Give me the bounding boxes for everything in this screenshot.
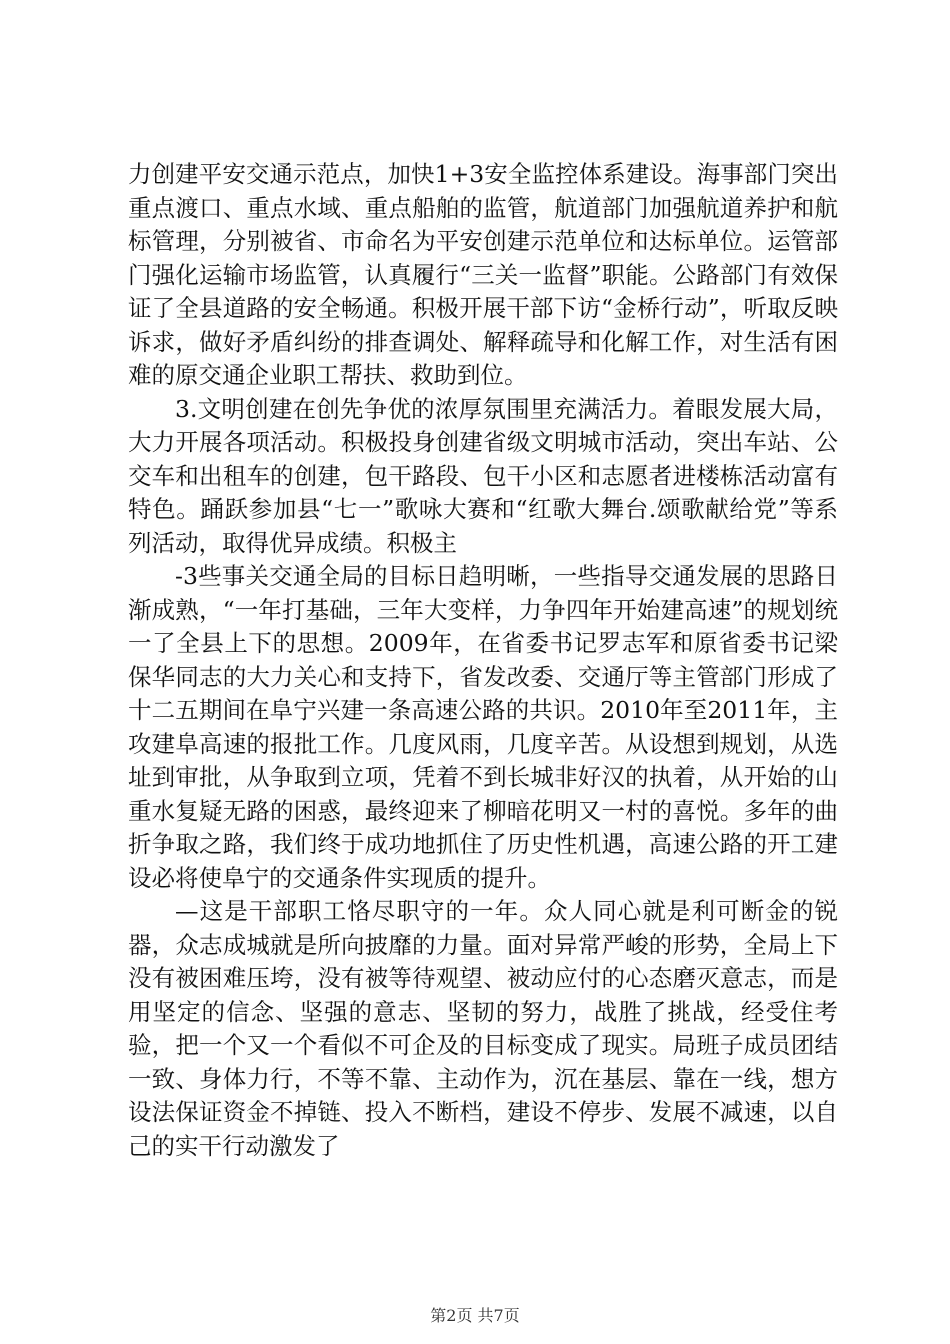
paragraph-continuation: 力创建平安交通示范点，加快1+3安全监控体系建设。海事部门突出重点渡口、重点水域、重点船舶的监管，航道部门加强航道养护和航标管理，分别被省、市命名为平安创建示范单位和达标单位。运管部门强化运输市场监管，认真履行“三关一监督”职能。公路部门有效保证了全县道路的安全畅通。积极开展干部下访“金桥行动”，听取反映诉求，做好矛盾纠纷的排查调处、解释疏导和化解工作，对生活有困难的原交通企业职工帮扶、救助到位。 <box>128 160 838 389</box>
paragraph-highway: -3些事关交通全局的目标日趋明晰，一些指导交通发展的思路日渐成熟，“一年打基础，三年大变样，力争四年开始建高速”的规划统一了全县上下的思想。2009年，在省委书记罗志军和原省委书记梁保华同志的大力关心和支持下，省发改委、交通厅等主管部门形成了十二五期间在阜宁兴建一条高速公路的共识。2010年至2011年，主攻建阜高速的报批工作。几度风雨，几度辛苦。从设想到规划，从选址到审批，从争取到立项，凭着不到长城非好汉的执着，从开始的山重水复疑无路的困惑，最终迎来了柳暗花明又一村的喜悦。多年的曲折争取之路，我们终于成功地抓住了历史性机遇，高速公路的开工建设必将使阜宁的交通条件实现质的提升。 <box>128 562 838 892</box>
document-body <box>128 158 838 1163</box>
paragraph-civilization: 3.文明创建在创先争优的浓厚氛围里充满活力。着眼发展大局，大力开展各项活动。积极投身创建省级文明城市活动，突出车站、公交车和出租车的创建，包干路段、包干小区和志愿者进楼栋活动富有特色。踊跃参加县“七一”歌咏大赛和“红歌大舞台.颂歌献给党”等系列活动，取得优异成绩。积极主 <box>128 394 838 557</box>
page-number-footer: 第2页 共7页 <box>430 1306 520 1325</box>
paragraph-staff: —这是干部职工恪尽职守的一年。众人同心就是利可断金的锐器，众志成城就是所向披靡的力量。面对异常严峻的形势，全局上下没有被困难压垮，没有被等待观望、被动应付的心态磨灭意志，而是用坚定的信念、坚强的意志、坚韧的努力，战胜了挑战，经受住考验，把一个又一个看似不可企及的目标变成了现实。局班子成员团结一致、身体力行，不等不靠、主动作为，沉在基层、靠在一线，想方设法保证资金不掉链、投入不断档，建设不停步、发展不减速，以自己的实干行动激发了 <box>128 897 838 1160</box>
